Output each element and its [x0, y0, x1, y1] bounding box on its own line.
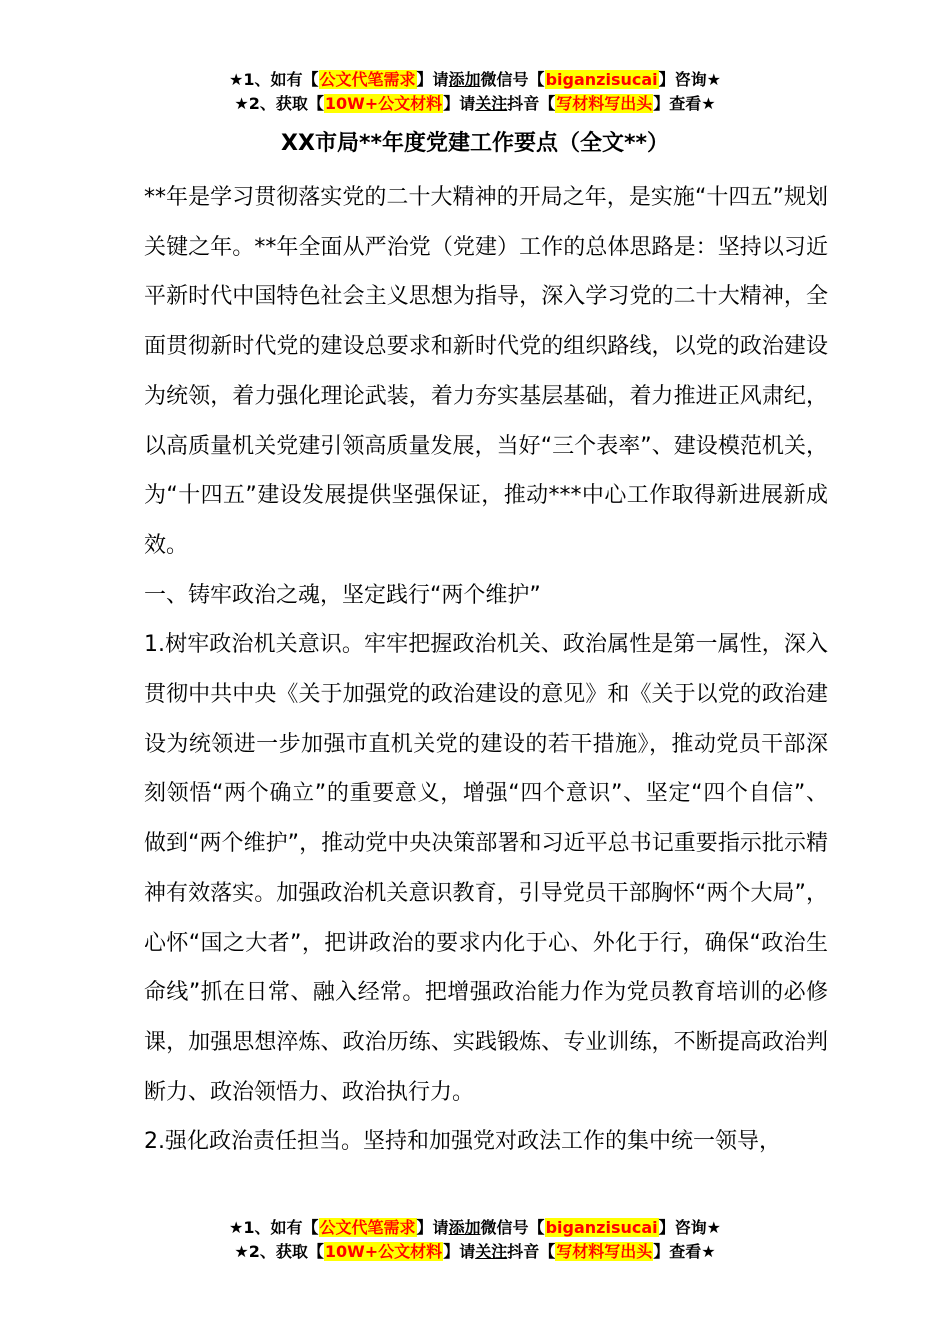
promo-highlight: 10W+公文材料 — [324, 94, 443, 113]
promo-banner-bottom — [0, 1216, 950, 1264]
document-title: XX市局**年度党建工作要点（全文**） — [281, 131, 669, 156]
promo-line-1: ★1、如有【公文代笔需求】请添加微信号【biganzisucai】咨询★ — [229, 70, 721, 89]
item-paragraph-2: 2.强化政治责任担当。坚持和加强党对政法工作的集中统一领导， — [144, 1129, 781, 1155]
promo-highlight: 公文代笔需求 — [319, 1218, 416, 1237]
promo-highlight: 公文代笔需求 — [319, 70, 416, 89]
document-body — [144, 173, 828, 1167]
section-heading: 一、铸牢政治之魂，坚定践行“两个维护” — [144, 582, 541, 608]
promo-line-2: ★2、获取【10W+公文材料】请关注抖音【写材料写出头】查看★ — [234, 94, 716, 113]
promo-banner-top — [0, 68, 950, 116]
promo-wechat-id: biganzisucai — [545, 1218, 658, 1237]
promo-douyin-id: 写材料写出头 — [556, 94, 653, 113]
promo-line-2: ★2、获取【10W+公文材料】请关注抖音【写材料写出头】查看★ — [234, 1242, 716, 1261]
intro-paragraph: **年是学习贯彻落实党的二十大精神的开局之年，是实施“十四五”规划关键之年。**年全面从严治党（党建）工作的总体思路是：坚持以习近平新时代中国特色社会主义思想为指导，深入学习党的二十大精神，全面贯彻新时代党的建设总要求和新时代党的组织路线，以党的政治建设为统领，着力强化理论武装，着力夯实基层基础，着力推进正风肃纪，以高质量机关党建引领高质量发展，当好“三个表率”、建设模范机关，为“十四五”建设发展提供坚强保证，推动***中心工作取得新进展新成效。 — [144, 185, 828, 558]
promo-highlight: 10W+公文材料 — [324, 1242, 443, 1261]
promo-douyin-id: 写材料写出头 — [556, 1242, 653, 1261]
promo-line-1: ★1、如有【公文代笔需求】请添加微信号【biganzisucai】咨询★ — [229, 1218, 721, 1237]
promo-wechat-id: biganzisucai — [545, 70, 658, 89]
item-paragraph-1: 1.树牢政治机关意识。牢牢把握政治机关、政治属性是第一属性，深入贯彻中共中央《关于加强党的政治建设的意见》和《关于以党的政治建设为统领进一步加强市直机关党的建设的若干措施》，推动党员干部深刻领悟“两个确立”的重要意义，增强“四个意识”、坚定“四个自信”、做到“两个维护”，推动党中央决策部署和习近平总书记重要指示批示精神有效落实。加强政治机关意识教育，引导党员干部胸怀“两个大局”，心怀“国之大者”，把讲政治的要求内化于心、外化于行，确保“政治生命线”抓在日常、融入经常。把增强政治能力作为党员教育培训的必修课，加强思想淬炼、政治历练、实践锻炼、专业训练，不断提高政治判断力、政治领悟力、政治执行力。 — [144, 632, 828, 1105]
